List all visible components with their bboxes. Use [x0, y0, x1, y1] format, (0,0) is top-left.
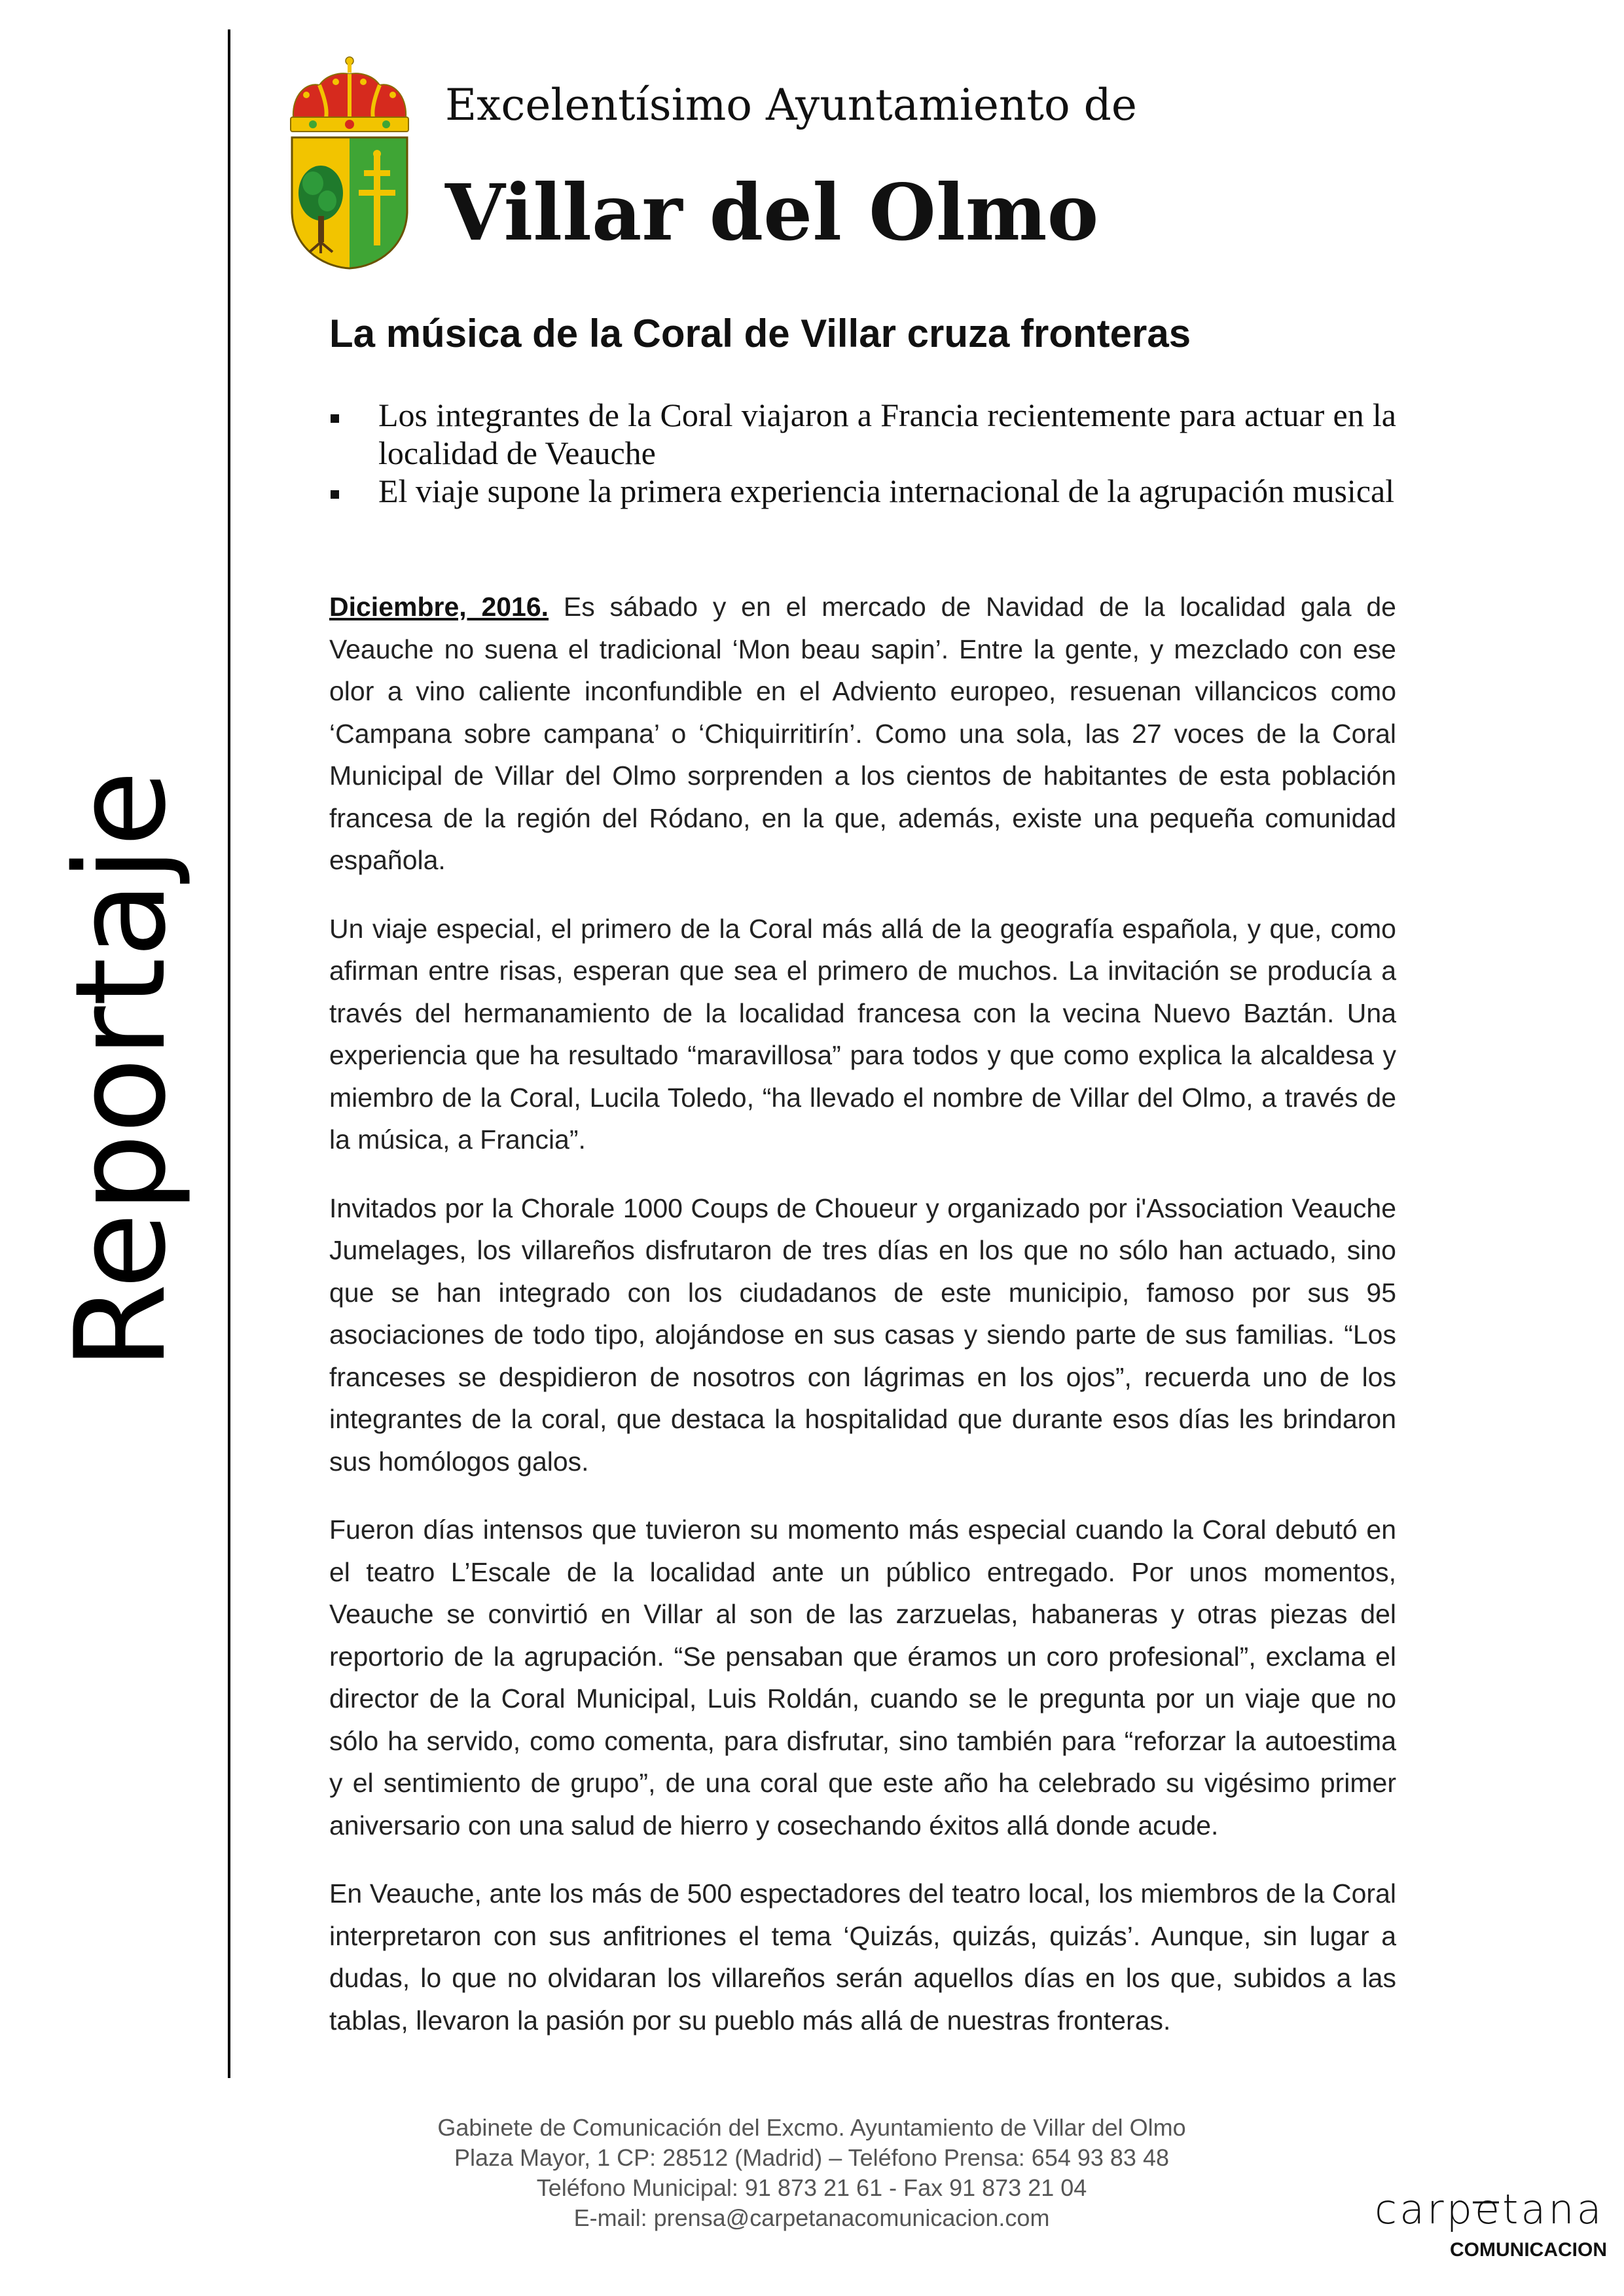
carpetana-logo	[1375, 2183, 1607, 2268]
footer-line: Plaza Mayor, 1 CP: 28512 (Madrid) – Teléfono Prensa: 654 93 83 48	[454, 2144, 1169, 2171]
dateline: Diciembre, 2016.	[329, 592, 549, 622]
article-headline: La música de la Coral de Villar cruza fronteras	[329, 312, 1191, 355]
contact-footer	[229, 2113, 1394, 2233]
body-paragraph: Un viaje especial, el primero de la Coral más allá de la geografía española, y que, como afirman entre risas, esperan que sea el primero de muchos. La invitación se producía a través del hermanamiento de la localidad francesa con la vecina Nuevo Baztán. Una experiencia que ha resultado “maravillosa” para todos y que como explica la alcaldesa y miembro de la Coral, Lucila Toledo, “ha llevado el nombre de Villar del Olmo, a través de la música, a Francia”.	[329, 913, 1396, 1155]
section-label: Reportaje	[48, 770, 193, 1370]
body-paragraph: Invitados por la Chorale 1000 Coups de Choueur y organizado por i'Association Veauche Jumelages, los villareños disfrutaron de tres días en los que no sólo han actuado, sino que se han integrado con los ciudadanos de este municipio, famoso por sus 95 asociaciones de todo tipo, alojándose en sus casas y siendo parte de sus familias. “Los franceses se despidieron de nosotros con lágrimas en los ojos”, recuerda uno de los integrantes de la coral, que destaca la hospitalidad que durante esos días les brindaron sus homólogos galos.	[329, 1193, 1396, 1477]
section-label-wrapper	[36, 770, 206, 1370]
summary-bullet: Los integrantes de la Coral viajaron a Francia recientemente para actuar en la localidad de Veauche	[329, 396, 1396, 472]
summary-bullet: El viaje supone la primera experiencia internacional de la agrupación musical	[329, 472, 1396, 510]
body-paragraph	[329, 586, 1396, 882]
footer-email: E-mail: prensa@carpetanacomunicacion.com	[573, 2204, 1050, 2231]
coat-of-arms-icon	[287, 56, 412, 272]
body-paragraph: En Veauche, ante los más de 500 espectadores del teatro local, los miembros de la Coral interpretaron con sus anfitriones el tema ‘Quizás, quizás, quizás’. Aunque, sin lugar a dudas, lo que no olvidaran los villareños serán aquellos días en los que, subidos a las tablas, llevaron la pasión por su pueblo más allá de nuestras fronteras.	[329, 1878, 1396, 2036]
footer-line: Gabinete de Comunicación del Excmo. Ayuntamiento de Villar del Olmo	[437, 2114, 1186, 2141]
town-name: Villar del Olmo	[445, 167, 1099, 258]
body-paragraph: Fueron días intensos que tuvieron su momento más especial cuando la Coral debutó en el teatro L’Escale de la localidad ante un público entregado. Por unos momentos, Veauche se convirtió en Villar al son de las zarzuelas, habaneras y otras piezas del reportorio de la agrupación. “Se pensaban que éramos un coro profesional”, exclama el director de la Coral Municipal, Luis Roldán, cuando se le pregunta por un viaje que no sólo ha servido, como comenta, para disfrutar, sino también para “reforzar la autoestima y el sentimiento de grupo”, de una coral que este año ha celebrado su vigésimo primer aniversario con una salud de hierro y cosechando éxitos allá donde acude.	[329, 1515, 1396, 1840]
shield-icon	[292, 137, 407, 268]
paragraph-text: Es sábado y en el mercado de Navidad de la localidad gala de Veauche no suena el tradicional ‘Mon beau sapin’. Entre la gente, y mezclado con ese olor a vino caliente inconfundible en el Adviento europeo, resuenan villancicos como ‘Campana sobre campana’ o ‘Chiquirritirín’. Como una sola, las 27 voces de la Coral Municipal de Villar del Olmo sorprenden a los cientos de habitantes de esta población francesa de la región del Ródano, en la que, además, existe una pequeña comunidad española.	[329, 592, 1396, 875]
crown-icon	[291, 57, 408, 132]
vertical-divider	[228, 29, 230, 2078]
article-body	[329, 586, 1396, 2068]
footer-line: Teléfono Municipal: 91 873 21 61 - Fax 91 873 21 04	[536, 2174, 1087, 2201]
organization-name: Excelentísimo Ayuntamiento de	[445, 80, 1137, 130]
summary-bullets	[329, 396, 1396, 510]
svg-text:COMUNICACION: COMUNICACION	[1450, 2239, 1607, 2261]
svg-text:carpetana: carpetana	[1375, 2185, 1604, 2233]
